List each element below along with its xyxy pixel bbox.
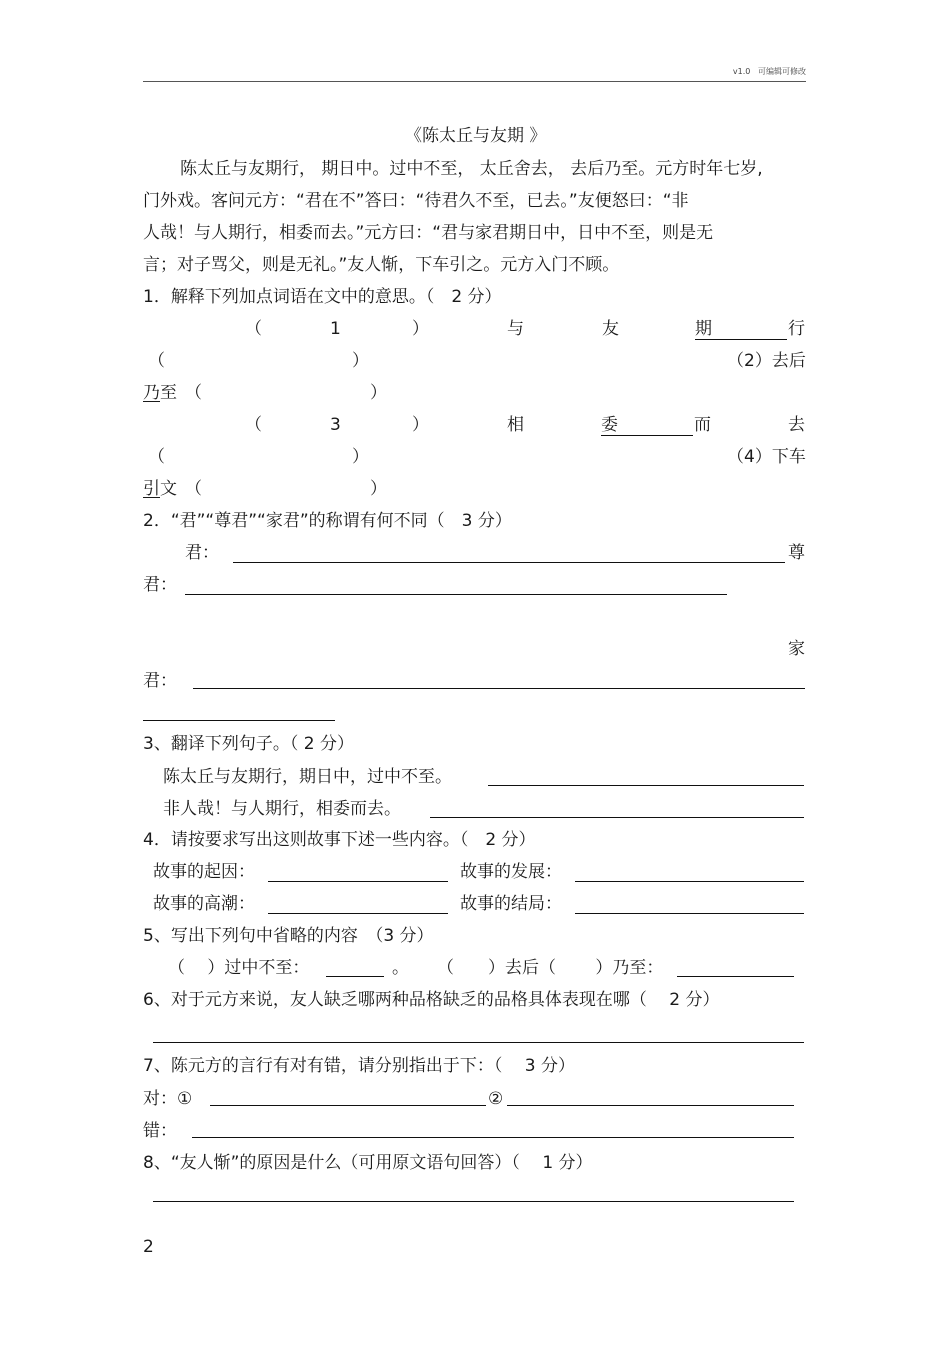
- header-rule: [143, 81, 806, 82]
- q1c-word-xiang: 相: [507, 415, 524, 435]
- q3-blank-2[interactable]: [430, 817, 804, 818]
- q4-cause-label: 故事的起因：: [153, 862, 255, 882]
- q4-end-blank[interactable]: [575, 913, 804, 914]
- header-note: [733, 66, 806, 77]
- q1c-answer-lparen: （: [148, 447, 165, 467]
- q1c-answer-rparen: ）: [352, 447, 369, 467]
- q5-part-1: （ ）过中不至：: [168, 958, 310, 978]
- q4-climax-blank[interactable]: [268, 913, 448, 914]
- passage-line-3: 人哉！与人期行，相委而去。”元方曰：“君与家君期日中，日中不至，则是无: [143, 223, 714, 243]
- q6-blank[interactable]: [153, 1042, 804, 1043]
- q1c-rparen: ）: [412, 415, 429, 435]
- header-editable: 可编辑可修改: [758, 67, 806, 76]
- passage-line-2: 门外戏。客问元方：“君在不”答曰：“待君久不至，已去。”友便怒曰：“非: [143, 191, 689, 211]
- q1b-answer-rparen: ）: [370, 383, 387, 403]
- q5-stem: 5、写出下列句中省略的内容 （3 分）: [143, 926, 434, 946]
- q1a-word-qi: 期: [695, 319, 712, 339]
- q1c-word-qu: 去: [788, 415, 805, 435]
- q4-cause-blank[interactable]: [268, 881, 448, 882]
- q4-dev-label: 故事的发展：: [460, 862, 562, 882]
- q7-right-blank-2[interactable]: [507, 1105, 794, 1106]
- q1a-num: 1: [330, 319, 341, 339]
- q4-climax-label: 故事的高潮：: [153, 894, 255, 914]
- q1d-prefix: （4）下车: [727, 447, 806, 467]
- q1a-rparen: ）: [412, 319, 429, 339]
- q1d-word-yin: 引: [143, 479, 160, 499]
- q6-stem: 6、对于元方来说，友人缺乏哪两种品格缺乏的品格具体表现在哪（ 2 分）: [143, 990, 720, 1010]
- passage-line-4: 言；对子骂父，则是无礼。”友人惭，下车引之。元方入门不顾。: [143, 255, 620, 275]
- q1d-answer-rparen: ）: [370, 479, 387, 499]
- q1b-answer-lparen: （: [185, 383, 202, 403]
- q7-wrong-blank[interactable]: [192, 1137, 794, 1138]
- q1a-lparen: （: [245, 319, 262, 339]
- passage-line-1: 陈太丘与友期行， 期日中。过中不至， 太丘舍去， 去后乃至。元方时年七岁,: [180, 159, 763, 179]
- q1c-num: 3: [330, 415, 341, 435]
- q2-zun-label-b: 君：: [143, 575, 177, 595]
- q1b-word-zhi: 至: [160, 383, 177, 403]
- q3-blank-1[interactable]: [488, 785, 804, 786]
- q2-zun-label-a: 尊: [788, 543, 805, 563]
- q4-stem: 4．请按要求写出这则故事下述一些内容。（ 2 分）: [143, 830, 536, 850]
- q2-jia-blank-2[interactable]: [143, 720, 335, 721]
- q1-stem: 1．解释下列加点词语在文中的意思。（ 2 分）: [143, 287, 502, 307]
- page-title: 《陈太丘与友期 》: [405, 126, 547, 146]
- q1b-word-nai: 乃: [143, 383, 160, 403]
- q8-stem: 8、“友人惭”的原因是什么（可用原文语句回答）（ 1 分）: [143, 1153, 593, 1173]
- q1b-prefix: （2）去后: [727, 351, 806, 371]
- q2-stem: 2．“君”“尊君”“家君”的称谓有何不同（ 3 分）: [143, 511, 512, 531]
- q2-jia-label-b: 君：: [143, 671, 177, 691]
- q7-stem: 7、陈元方的言行有对有错，请分别指出于下：（ 3 分）: [143, 1056, 575, 1076]
- header-version: v1.0: [732, 67, 751, 76]
- q2-jun-blank[interactable]: [233, 562, 785, 563]
- q1a-word-xing: 行: [788, 319, 805, 339]
- q1c-blank[interactable]: [601, 435, 693, 436]
- q5-period: 。: [392, 958, 409, 978]
- q7-second-mark: ②: [488, 1089, 504, 1109]
- q3-sentence-2: 非人哉！与人期行，相委而去。: [163, 799, 401, 819]
- q2-jia-blank[interactable]: [193, 688, 805, 689]
- q2-zun-blank[interactable]: [185, 594, 727, 595]
- q3-stem: 3、翻译下列句子。（ 2 分）: [143, 734, 354, 754]
- q1a-word-you: 友: [602, 319, 619, 339]
- q5-blank-1[interactable]: [326, 976, 384, 977]
- q8-blank[interactable]: [153, 1201, 794, 1202]
- page-number: 2: [143, 1237, 154, 1257]
- q5-blank-2[interactable]: [677, 976, 794, 977]
- q4-dev-blank[interactable]: [575, 881, 804, 882]
- q1d-word-wen: 文: [160, 479, 177, 499]
- q4-end-label: 故事的结局：: [460, 894, 562, 914]
- q1c-word-wei: 委: [601, 415, 618, 435]
- q1c-word-er: 而: [694, 415, 711, 435]
- q3-sentence-1: 陈太丘与友期行，期日中，过中不至。: [163, 767, 452, 787]
- q2-jia-label-a: 家: [788, 639, 805, 659]
- q5-part-2: （ ）去后（ ）乃至：: [437, 958, 664, 978]
- q7-right-blank-1[interactable]: [210, 1105, 486, 1106]
- q1d-answer-lparen: （: [185, 479, 202, 499]
- q1a-blank[interactable]: [695, 339, 787, 340]
- q7-wrong-label: 错：: [143, 1121, 177, 1141]
- q1a-answer-rparen: ）: [352, 351, 369, 371]
- q1a-word-yu: 与: [507, 319, 524, 339]
- q1c-lparen: （: [245, 415, 262, 435]
- q1a-answer-lparen: （: [148, 351, 165, 371]
- q7-right-label: 对：①: [143, 1089, 193, 1109]
- q2-jun-label: 君：: [185, 543, 219, 563]
